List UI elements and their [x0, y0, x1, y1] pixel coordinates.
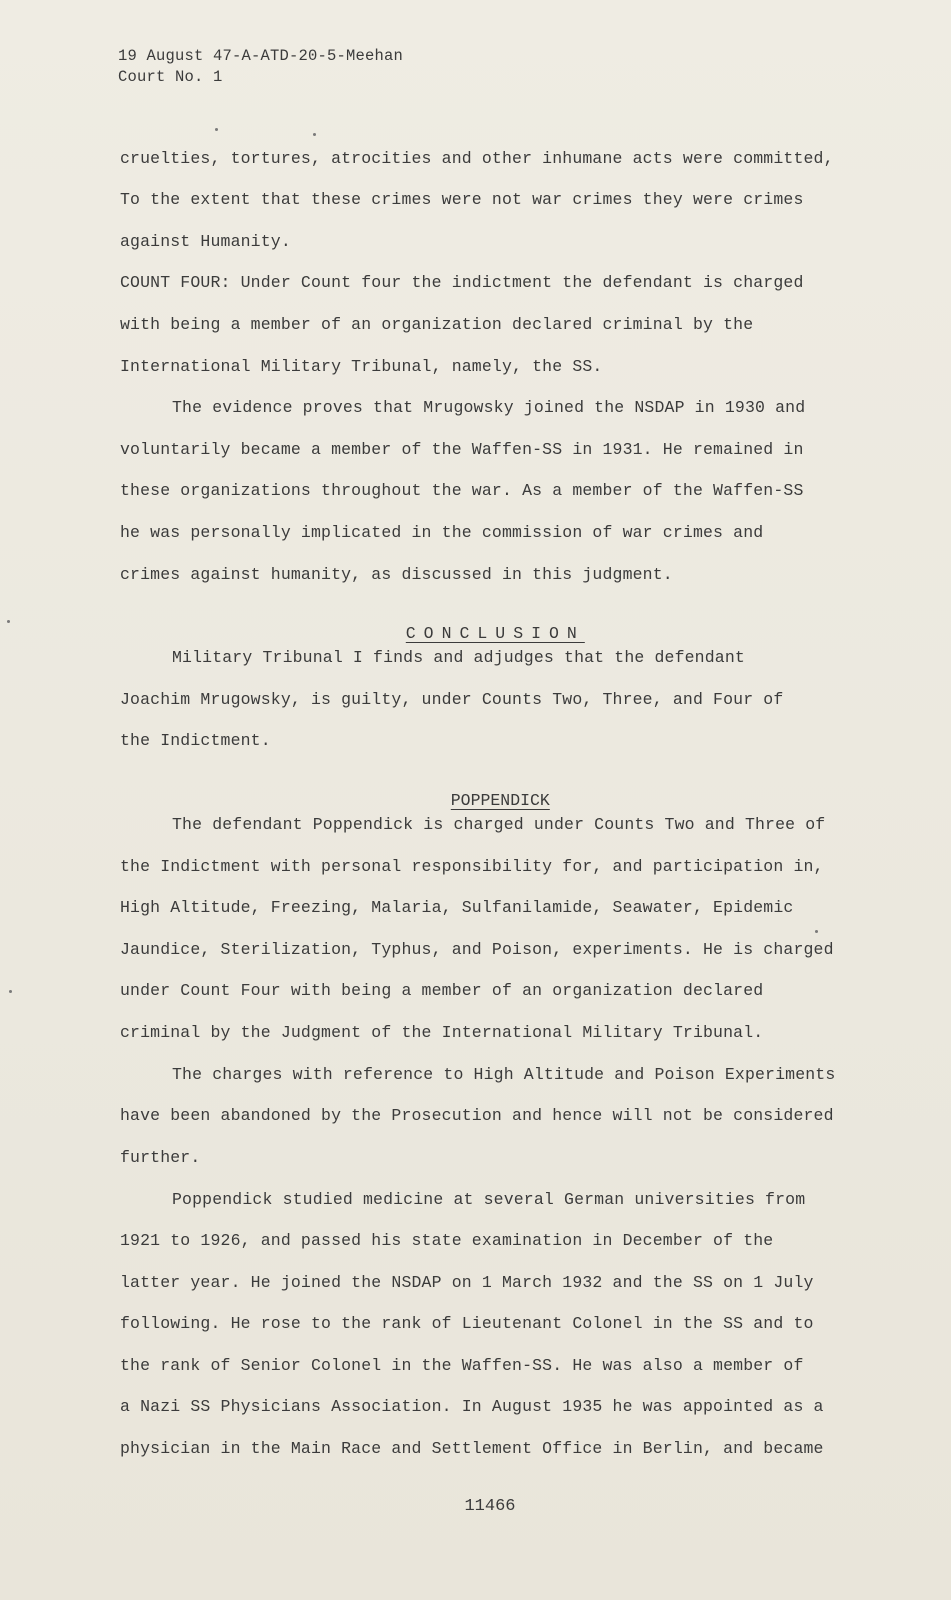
- text-line: against Humanity.: [120, 232, 291, 251]
- header-court: Court No. 1: [118, 68, 223, 86]
- text-line: 1921 to 1926, and passed his state examination in December of the: [120, 1231, 774, 1250]
- paragraph-start: Poppendick studied medicine at several German universities from: [172, 1190, 806, 1209]
- text-line: have been abandoned by the Prosecution and hence will not be considered: [120, 1106, 834, 1125]
- text-line: latter year. He joined the NSDAP on 1 March 1932 and the SS on 1 July: [120, 1273, 814, 1292]
- stray-mark: [313, 133, 316, 136]
- text-line: crimes against humanity, as discussed in this judgment.: [120, 565, 673, 584]
- header-reference: 19 August 47-A-ATD-20-5-Meehan: [118, 47, 404, 65]
- text-line: High Altitude, Freezing, Malaria, Sulfanilamide, Seawater, Epidemic: [120, 898, 794, 917]
- stray-mark: [215, 128, 218, 131]
- stray-mark: [815, 930, 818, 933]
- paragraph-start: The charges with reference to High Altitude and Poison Experiments: [172, 1065, 836, 1084]
- page-number: 11466: [464, 1497, 516, 1516]
- text-line: further.: [120, 1148, 201, 1167]
- text-line: following. He rose to the rank of Lieutenant Colonel in the SS and to: [120, 1314, 814, 1333]
- text-line: COUNT FOUR: Under Count four the indictment the defendant is charged: [120, 273, 804, 292]
- text-line: the Indictment with personal responsibility for, and participation in,: [120, 857, 824, 876]
- text-line: with being a member of an organization declared criminal by the: [120, 315, 754, 334]
- document-header: [118, 46, 403, 88]
- text-line: the rank of Senior Colonel in the Waffen-SS. He was also a member of: [120, 1356, 804, 1375]
- text-line: criminal by the Judgment of the International Military Tribunal.: [120, 1023, 764, 1042]
- heading-poppendick: POPPENDICK: [450, 791, 550, 810]
- text-line: voluntarily became a member of the Waffen-SS in 1931. He remained in: [120, 440, 804, 459]
- text-line: Joachim Mrugowsky, is guilty, under Counts Two, Three, and Four of: [120, 690, 784, 709]
- text-line: he was personally implicated in the commission of war crimes and: [120, 523, 764, 542]
- margin-mark: [7, 620, 10, 623]
- text-line: a Nazi SS Physicians Association. In August 1935 he was appointed as a: [120, 1397, 824, 1416]
- heading-conclusion: CONCLUSION: [405, 624, 585, 643]
- text-line: the Indictment.: [120, 731, 271, 750]
- text-line: To the extent that these crimes were not war crimes they were crimes: [120, 190, 804, 209]
- text-line: physician in the Main Race and Settlement Office in Berlin, and became: [120, 1439, 824, 1458]
- paragraph-start: The defendant Poppendick is charged under Counts Two and Three of: [172, 815, 826, 834]
- text-line: Jaundice, Sterilization, Typhus, and Poison, experiments. He is charged: [120, 940, 834, 959]
- text-line: these organizations throughout the war. As a member of the Waffen-SS: [120, 481, 804, 500]
- text-line: International Military Tribunal, namely, the SS.: [120, 357, 603, 376]
- text-line: under Count Four with being a member of an organization declared: [120, 981, 764, 1000]
- paragraph-start: Military Tribunal I finds and adjudges that the defendant: [172, 648, 745, 667]
- text-line: cruelties, tortures, atrocities and other inhumane acts were committed,: [120, 149, 834, 168]
- paragraph-start: The evidence proves that Mrugowsky joined the NSDAP in 1930 and: [172, 398, 806, 417]
- margin-mark: [9, 990, 12, 993]
